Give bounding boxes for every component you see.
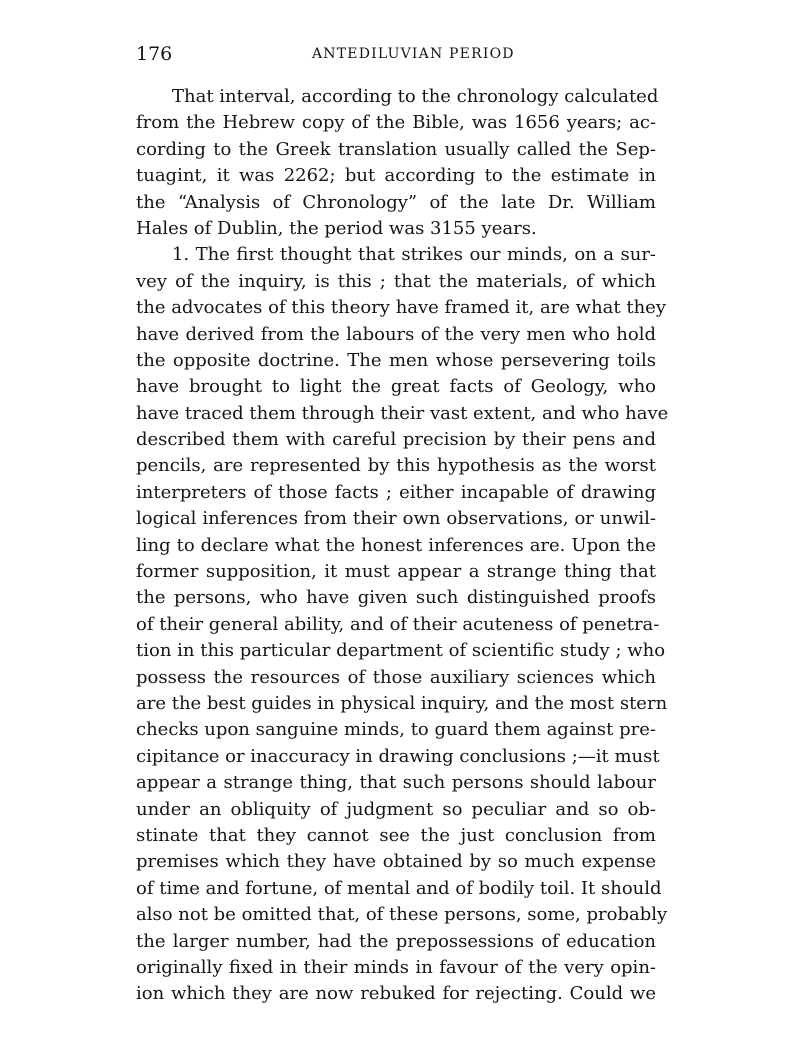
text-line: cording to the Greek translation usually called the Sep-	[136, 138, 656, 160]
text-line: have derived from the labours of the very men who hold	[136, 323, 656, 345]
text-line: appear a strange thing, that such persons should labour	[136, 772, 656, 794]
text-line: possess the resources of those auxiliary sciences which	[136, 666, 656, 688]
text-line: former supposition, it must appear a strange thing that	[136, 561, 656, 583]
text-line: also not be omitted that, of these persons, some, probably	[136, 904, 668, 926]
text-line: ling to declare what the honest inferences are. Upon the	[136, 534, 656, 556]
text-line: 1. The first thought that strikes our minds, on a sur-	[172, 244, 656, 266]
page-header	[136, 42, 656, 66]
text-line: cipitance or inaccuracy in drawing conclusions ;—it must	[136, 745, 660, 767]
text-line: the persons, who have given such distinguished proofs	[136, 587, 656, 609]
text-line: stinate that they cannot see the just conclusion from	[136, 824, 656, 846]
text-line: are the best guides in physical inquiry, and the most stern	[136, 692, 668, 714]
page-number: 176	[136, 43, 173, 65]
text-line: of time and fortune, of mental and of bodily toil. It should	[136, 877, 662, 899]
text-line: ion which they are now rebuked for rejecting. Could we	[136, 983, 656, 1005]
body-text	[136, 84, 669, 1008]
text-line: under an obliquity of judgment so peculiar and so ob-	[136, 798, 656, 820]
text-line: from the Hebrew copy of the Bible, was 1656 years; ac-	[136, 112, 656, 134]
text-line: Hales of Dublin, the period was 3155 years.	[136, 217, 537, 239]
text-line: have traced them through their vast extent, and who have	[136, 402, 669, 424]
text-line: pencils, are represented by this hypothesis as the worst	[136, 455, 656, 477]
text-line: of their general ability, and of their acuteness of penetra-	[136, 613, 660, 635]
text-line: premises which they have obtained by so much expense	[136, 851, 656, 873]
text-line: described them with careful precision by their pens and	[136, 429, 656, 451]
text-line: have brought to light the great facts of Geology, who	[136, 376, 656, 398]
text-line: the “Analysis of Chronology” of the late Dr. William	[136, 191, 656, 213]
text-line: the opposite doctrine. The men whose persevering toils	[136, 349, 656, 371]
text-line: the larger number, had the prepossessions of education	[136, 930, 656, 952]
text-line: checks upon sanguine minds, to guard them against pre-	[136, 719, 656, 741]
running-title: ANTEDILUVIAN PERIOD	[312, 46, 515, 62]
text-line: originally fixed in their minds in favour of the very opin-	[136, 956, 656, 978]
text-line: interpreters of those facts ; either incapable of drawing	[136, 481, 656, 503]
text-line: tuagint, it was 2262; but according to the estimate in	[136, 165, 656, 187]
text-line: vey of the inquiry, is this ; that the materials, of which	[136, 270, 656, 292]
text-line: the advocates of this theory have framed it, are what they	[136, 297, 666, 319]
text-line: tion in this particular department of scientific study ; who	[136, 640, 666, 662]
text-line: logical inferences from their own observations, or unwil-	[136, 508, 656, 530]
text-line: That interval, according to the chronology calculated	[172, 86, 659, 107]
